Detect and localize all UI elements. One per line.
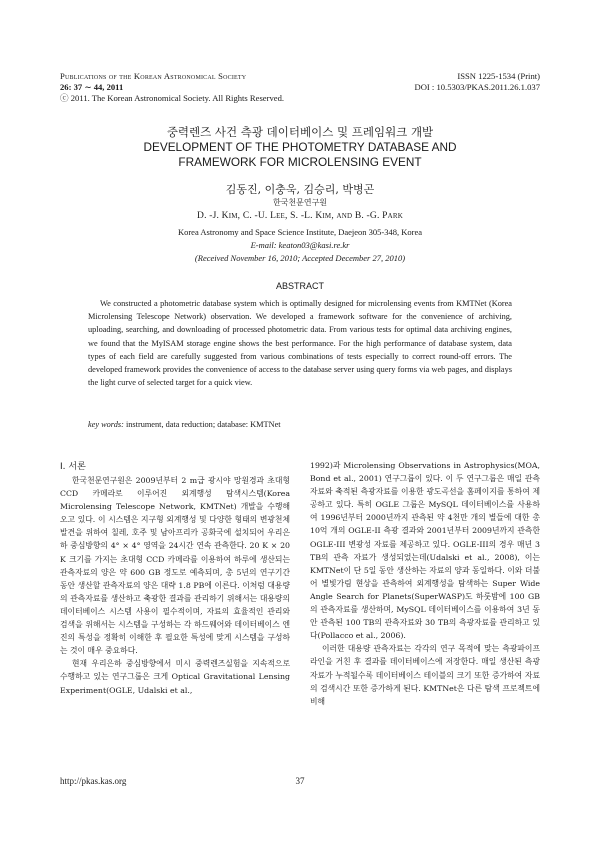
abstract-text: We constructed a photometric database system which is optimally designed for microlensing events from KMTNet (Korea Microlensing Telescope Network) observation. We developed a framework software for the convenience of archiving, uploading, searching, and downloading of processed photometric data. From various tests for optimal data archiving engines, we found that the MyISAM storage engine shows the best performance. For the high performance of database system, data types of each field are carefully suggested from various combinations of tests especially to correct round-off errors. The developed framework provides the convenience of access to the database server using query forms via web pages, and displays the light curve of selected target for a quick view. xyxy=(88,299,512,388)
journal-name: Publications of the Korean Astronomical Society xyxy=(60,71,247,81)
volume-pages: 26: 37 ∼ 44, 2011 xyxy=(60,82,124,92)
received-date: (Received November 16, 2010; Accepted December 27, 2010) xyxy=(194,253,406,263)
keywords-text: instrument, data reduction; database: KMTNet xyxy=(125,420,281,429)
issn: ISSN 1225-1534 (Print) xyxy=(457,71,540,81)
abstract-heading: ABSTRACT xyxy=(275,281,324,291)
title-korean: 중력렌즈 사건 측광 데이터베이스 및 프레임워크 개발 xyxy=(166,125,434,139)
authors-english: D. -J. Kim, C. -U. Lee, S. -L. Kim, and B. -G. Park xyxy=(197,211,403,221)
footer-url: http://pkas.kas.org xyxy=(60,776,127,786)
affiliation-korean: 한국천문연구원 xyxy=(272,198,328,207)
keywords xyxy=(88,418,512,431)
section-heading: I. 서론 xyxy=(60,462,86,472)
copyright-notice: ⓒ 2011. The Korean Astronomical Society. All Rights Reserved. xyxy=(60,93,285,103)
right-paragraph-1: 1992)과 Microlensing Observations in Astrophysics(MOA, Bond et al., 2001) 연구그룹이 있다. 이 두 연구그룹은 매일 관측 자료와 축적된 측광자료를 이용한 광도곡선을 홈페이지를 통하여 제공하고 있다. 특히 OGLE 그룹은 MySQL 데이터베이스를 사용하여 1996년부터 2000년까지 관측된 약 4천만 개의 별들에 대한 총 10억 개의 OGLE-II 측광 결과와 2001년부터 2009년까지 관측한 OGLE-III 변광성 자료를 제공하고 있다. OGLE-III의 경우 매년 3 TB의 관측 자료가 생성되었는데(Udalski et al., 2008), 이는 KMTNet이 단 5일 동안 생산하는 자료의 양과 동일하다. 이와 더불어 별빛가림 현상을 관측하여 외계행성을 탐색하는 Super Wide Angle Search for Planets(SuperWASP)도 하룻밤에 100 GB의 관측자료를 생산하며, MySQL 데이터베이스를 이용하여 3년 동안 관측된 100 TB의 관측자료와 30 TB의 측광자료를 관리하고 있다(Pollacco et al., 2006). xyxy=(310,461,540,641)
running-header-right xyxy=(290,71,540,93)
right-column xyxy=(310,459,540,708)
left-paragraph-1: 한국천문연구원은 2009년부터 2 m급 광시야 망원경과 초대형 CCD 카메라로 이루어진 외계행성 탐색시스템(Korea Microlensing Telescope Network, KMTNet) 개발을 수행해 오고 있다. 이 시스템은 지구형 외계행성 및 다양한 형태의 변광천체 발견을 위하여 칠레, 호주 및 남아프리카 공화국에 설치되어 우리은하 중심방향의 4° × 4° 영역을 24시간 연속 관측한다. 20 K × 20 K 크기를 가지는 초대형 CCD 카메라를 이용하여 하루에 생산되는 관측자료의 양은 약 600 GB 정도로 예측되며, 총 5년의 연구기간 동안 생산할 관측자료의 양은 대략 1.8 PB에 이른다. 이처럼 대용량의 관측자료를 생산하고 축광한 결과를 관리하기 위해서는 대용량의 데이터베이스 시스템 사용이 필수적이며, 자료의 효율적인 관리와 검색을 위해서는 시스템을 구성하는 각 하드웨어와 데이터베이스 엔진의 특성을 정확히 이해한 후 필요한 특성에 맞게 시스템을 구성하는 것이 매우 중요하다. xyxy=(60,476,290,656)
page-number: 37 xyxy=(295,776,305,786)
left-column xyxy=(60,474,290,697)
doi: DOI : 10.5303/PKAS.2011.26.1.037 xyxy=(414,82,540,92)
right-paragraph-2: 이러한 대용량 관측자료는 각각의 연구 목적에 맞는 측광파이프라인을 거친 후 결과를 데이터베이스에 저장한다. 매일 생산된 측광 자료가 누적될수록 데이터베이스 테이블의 크기 또한 증가하여 자료의 검색시간 또한 증가하게 된다. KMTNet은 다른 탐색 프로젝트에 비해 xyxy=(310,644,540,706)
authors-korean: 김동진, 이충욱, 김승리, 박병곤 xyxy=(225,183,375,196)
title-english-line1: DEVELOPMENT OF THE PHOTOMETRY DATABASE AND xyxy=(143,140,457,154)
email: E-mail: keaton03@kasi.re.kr xyxy=(250,240,350,250)
keywords-label: key words: xyxy=(88,420,124,429)
institution: Korea Astronomy and Space Science Institute, Daejeon 305-348, Korea xyxy=(177,227,423,237)
left-paragraph-2: 현재 우리은하 중심방향에서 미시 중력렌즈실험을 지속적으로 수행하고 있는 연구그룹은 크게 Optical Gravitational Lensing Experiment(OGLE, Udalski et al., xyxy=(60,659,290,695)
title-english-line2: FRAMEWORK FOR MICROLENSING EVENT xyxy=(178,155,422,169)
